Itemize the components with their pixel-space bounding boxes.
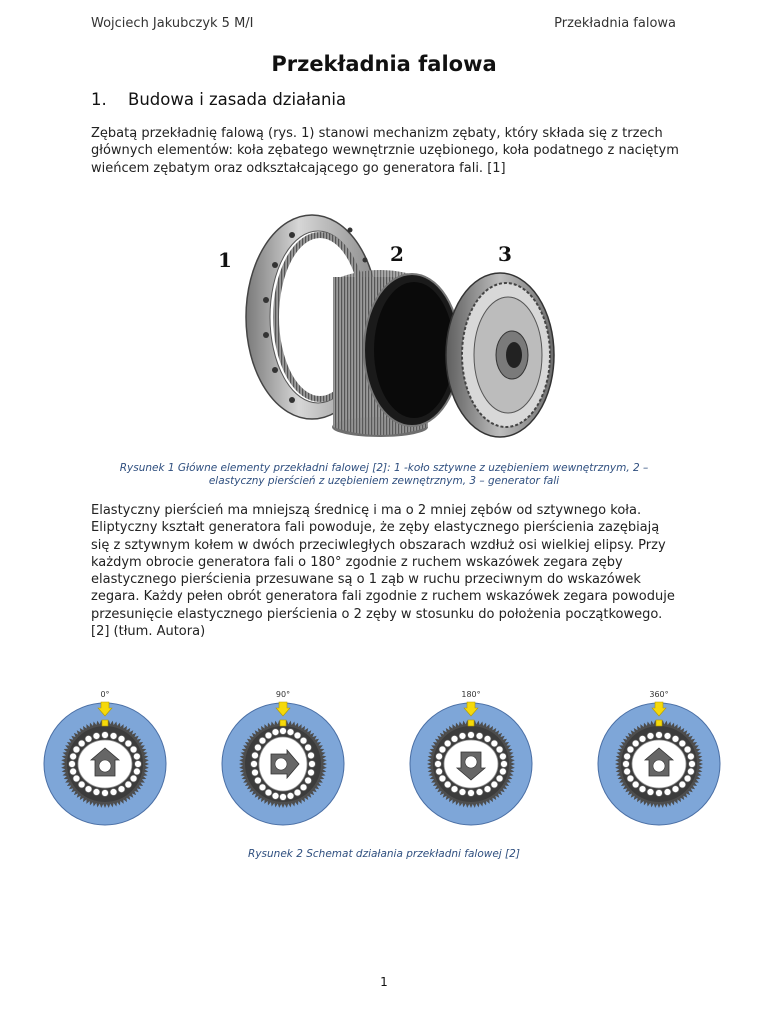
- wave-generator-group: [69, 732, 142, 797]
- bearing-ball: [499, 768, 506, 775]
- figure-2-schematic: [30, 690, 730, 830]
- bearing-ball: [491, 781, 498, 788]
- bearing-ball: [73, 775, 80, 782]
- bearing-ball: [451, 786, 458, 793]
- bearing-ball: [254, 744, 261, 751]
- page-number: 1: [380, 975, 388, 989]
- bearing-ball: [632, 740, 639, 747]
- bearing-ball: [265, 789, 272, 796]
- bearing-ball: [444, 781, 451, 788]
- bearing-ball: [436, 768, 443, 775]
- schematic-stage-360: [594, 690, 724, 830]
- angle-label: 90°: [275, 690, 291, 699]
- bearing-ball: [624, 768, 631, 775]
- bearing-ball: [130, 746, 137, 753]
- bearing-ball: [118, 786, 125, 793]
- flexspline: [332, 270, 460, 437]
- bearing-ball: [435, 761, 442, 768]
- section-title: Budowa i zasada działania: [128, 90, 347, 109]
- shaft-bore: [99, 760, 111, 772]
- bearing-ball: [656, 790, 663, 797]
- figure-1-caption-line-1: Rysunek 1 Główne elementy przekładni falowej [2]: 1 -koło sztywne z uzębieniem wewnętrznym, 2 –: [119, 462, 649, 474]
- bearing-ball: [308, 752, 315, 759]
- bearing-ball: [125, 740, 132, 747]
- bearing-ball: [305, 744, 312, 751]
- bearing-ball: [78, 781, 85, 788]
- bearing-ball: [468, 732, 475, 739]
- bearing-ball: [78, 740, 85, 747]
- bearing-ball: [102, 790, 109, 797]
- bearing-ball: [499, 753, 506, 760]
- bearing-ball: [476, 789, 483, 796]
- bearing-ball: [259, 737, 266, 744]
- bearing-ball: [280, 728, 287, 735]
- bearing-ball: [70, 753, 77, 760]
- bearing-ball: [687, 753, 694, 760]
- bearing-ball: [135, 761, 142, 768]
- bearing-ball: [491, 740, 498, 747]
- bearing-ball: [627, 746, 634, 753]
- figure-1-label-2: 2: [390, 242, 404, 266]
- flexspline-marker-icon: [656, 720, 662, 726]
- bearing-ball: [300, 784, 307, 791]
- bearing-ball: [664, 789, 671, 796]
- bearing-ball: [287, 729, 294, 736]
- shaft-bore: [653, 760, 665, 772]
- document-title: Przekładnia falowa: [271, 52, 497, 76]
- bearing-ball: [496, 746, 503, 753]
- schematic-stage-90: [218, 690, 348, 830]
- bearing-ball: [85, 735, 92, 742]
- bearing-ball: [70, 768, 77, 775]
- flexspline-marker-icon: [280, 720, 286, 726]
- bearing-ball: [684, 746, 691, 753]
- bearing-ball: [679, 740, 686, 747]
- schematic-stage-180: [406, 690, 536, 830]
- bearing-ball: [300, 737, 307, 744]
- bearing-ball: [102, 732, 109, 739]
- wave-generator-group: [623, 732, 696, 797]
- bearing-ball: [501, 761, 508, 768]
- figure-1-caption: [0, 462, 768, 488]
- bearing-ball: [125, 781, 132, 788]
- figure-1-components-illustration: [200, 205, 570, 455]
- shaft-bore: [465, 756, 477, 768]
- bearing-ball: [254, 777, 261, 784]
- angle-label: 180°: [461, 690, 481, 699]
- bearing-ball: [639, 735, 646, 742]
- bearing-ball: [294, 732, 301, 739]
- bearing-ball: [265, 732, 272, 739]
- bearing-ball: [251, 761, 258, 768]
- wave-generator: [446, 273, 554, 437]
- bearing-ball: [85, 786, 92, 793]
- bearing-ball: [259, 784, 266, 791]
- bearing-ball: [684, 775, 691, 782]
- bearing-ball: [272, 792, 279, 799]
- bearing-ball: [647, 789, 654, 796]
- intro-paragraph: Zębatą przekładnię falową (rys. 1) stanowi mechanizm zębaty, który składa się z trzech głównych elementów: koła zębatego wewnętrznie uzębionego, koła podatnego z naciętym wieńcem zębatym oraz odkształcającego go generatora fali. [1]: [91, 126, 679, 176]
- bearing-ball: [252, 752, 259, 759]
- bearing-ball: [627, 775, 634, 782]
- wave-generator-group: [435, 732, 508, 797]
- bearing-ball: [639, 786, 646, 793]
- bearing-ball: [687, 768, 694, 775]
- bearing-ball: [689, 761, 696, 768]
- bearing-ball: [439, 746, 446, 753]
- bearing-ball: [664, 733, 671, 740]
- bearing-ball: [309, 761, 316, 768]
- angle-label: 360°: [649, 690, 669, 699]
- bearing-ball: [280, 794, 287, 801]
- page-header: [91, 16, 676, 31]
- bearing-ball: [679, 781, 686, 788]
- bearing-ball: [93, 733, 100, 740]
- bearing-ball: [484, 786, 491, 793]
- principle-paragraph: Elastyczny pierścień ma mniejszą średnicę i ma o 2 mniej zębów od sztywnego koła. Eliptyczny kształt generatora fali powoduje, że zęby elastycznego pierścienia zazębiają się z sztywnym kołem w dwóch przeciwległych obszarach wzdłuż osi wielkiej elipsy. Przy każdym obrocie generatora fali o 180° zgodnie z ruchem wskazówek zegara zęby elastycznego pierścienia przesuwane są o 1 ząb w ruchu przeciwnym do wskazówek zegara. Każdy pełen obrót generatora fali zgodnie z ruchem wskazówek zegara powoduje przesunięcie elastycznego pierścienia o 2 zęby w stosunku do położenia początkowego. [2] (tłum. Autora): [91, 503, 675, 640]
- bearing-ball: [252, 769, 259, 776]
- bearing-ball: [484, 735, 491, 742]
- bearing-ball: [133, 753, 140, 760]
- angle-label: 0°: [100, 690, 110, 699]
- shaft-bore: [275, 758, 287, 770]
- bearing-ball: [672, 786, 679, 793]
- bearing-ball: [69, 761, 76, 768]
- flexspline-marker-icon: [102, 720, 108, 726]
- bearing-ball: [623, 761, 630, 768]
- bearing-ball: [439, 775, 446, 782]
- figure-1-label-3: 3: [498, 242, 512, 266]
- bearing-ball: [496, 775, 503, 782]
- header-author: Wojciech Jakubczyk 5 M/I: [91, 16, 254, 31]
- figure-1-label-1: 1: [218, 248, 232, 272]
- bearing-ball: [647, 733, 654, 740]
- bearing-ball: [476, 733, 483, 740]
- section-heading: [91, 90, 346, 109]
- bearing-ball: [73, 746, 80, 753]
- bearing-ball: [468, 790, 475, 797]
- bearing-ball: [459, 733, 466, 740]
- figure-1-caption-line-2: elastyczny pierścień z uzębieniem zewnętrznym, 3 – generator fali: [208, 475, 560, 487]
- bearing-ball: [272, 729, 279, 736]
- wave-generator-group: [251, 728, 316, 801]
- bearing-ball: [133, 768, 140, 775]
- bearing-ball: [305, 777, 312, 784]
- bearing-ball: [624, 753, 631, 760]
- bearing-ball: [118, 735, 125, 742]
- bearing-ball: [632, 781, 639, 788]
- flexspline-marker-icon: [468, 720, 474, 726]
- bearing-ball: [656, 732, 663, 739]
- schematic-stage-0: [40, 690, 170, 830]
- header-topic: Przekładnia falowa: [554, 16, 676, 31]
- bearing-ball: [130, 775, 137, 782]
- section-number: 1.: [91, 90, 107, 109]
- bearing-ball: [287, 792, 294, 799]
- bearing-ball: [444, 740, 451, 747]
- bearing-ball: [93, 789, 100, 796]
- bearing-ball: [308, 769, 315, 776]
- bearing-ball: [110, 733, 117, 740]
- bearing-ball: [294, 789, 301, 796]
- bearing-ball: [451, 735, 458, 742]
- bearing-ball: [459, 789, 466, 796]
- bearing-ball: [436, 753, 443, 760]
- figure-2-caption: Rysunek 2 Schemat działania przekładni falowej [2]: [248, 848, 520, 860]
- bearing-ball: [110, 789, 117, 796]
- bearing-ball: [672, 735, 679, 742]
